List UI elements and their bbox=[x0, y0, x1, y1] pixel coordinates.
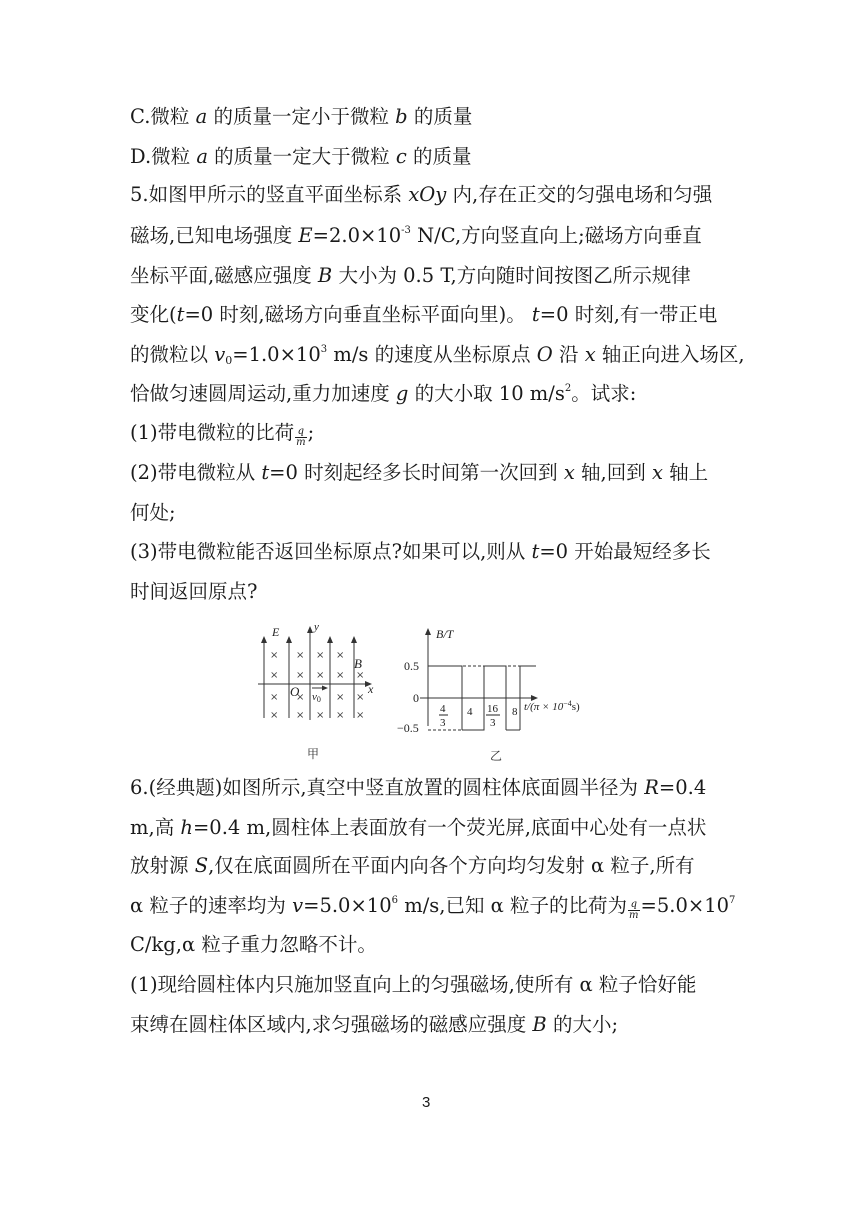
axis-label-b: B/T bbox=[436, 627, 454, 641]
svg-text:3: 3 bbox=[490, 717, 496, 729]
svg-text:3: 3 bbox=[440, 717, 446, 729]
svg-text:×: × bbox=[356, 710, 365, 721]
q6-line-4: α 粒子的速率均为 $v=5.0\times 10^6$ m/s,已知 α 粒子的比荷为 $\frac{q}{m}$ $=5.0\times 10^7$ bbox=[130, 894, 736, 921]
option-d: D.微粒 a 的质量一定大于微粒 c 的质量 bbox=[130, 145, 472, 168]
q6-part-1: (1)现给圆柱体内只施加竖直向上的匀强磁场,使所有 α 粒子恰好能 bbox=[130, 973, 697, 996]
magnetic-field-crosses bbox=[270, 650, 364, 721]
tick-neg-0-5: −0.5 bbox=[397, 721, 419, 735]
svg-text:×: × bbox=[316, 710, 325, 721]
svg-text:×: × bbox=[270, 670, 279, 681]
svg-text:8: 8 bbox=[512, 706, 518, 718]
caption-jia: 甲 bbox=[307, 747, 320, 761]
svg-text:×: × bbox=[336, 670, 345, 681]
svg-text:×: × bbox=[296, 650, 305, 661]
svg-text:×: × bbox=[336, 710, 345, 721]
svg-text:×: × bbox=[336, 650, 345, 661]
q5-part-3-cont: 时间返回原点? bbox=[130, 580, 258, 603]
q6-line-2: m,高 h=0.4 m,圆柱体上表面放有一个荧光屏,底面中心处有一点状 bbox=[130, 816, 707, 839]
q5-part-2: (2)带电微粒从 t=0 时刻起经多长时间第一次回到 x 轴,回到 x 轴上 bbox=[130, 461, 709, 484]
tick-0: 0 bbox=[413, 691, 419, 705]
svg-text:4: 4 bbox=[440, 703, 446, 715]
label-y: y bbox=[314, 621, 319, 633]
tick-0-5: 0.5 bbox=[404, 659, 419, 673]
svg-text:×: × bbox=[296, 670, 305, 681]
q5-line-5: 的微粒以 $v_0=1.0\times 10^3$ m/s 的速度从坐标原点 O 沿 x 轴正向进入场区, bbox=[130, 343, 745, 367]
charge-mass-fraction: $\frac{q}{m}$ bbox=[296, 426, 306, 448]
label-b: B bbox=[354, 656, 362, 671]
svg-text:×: × bbox=[336, 692, 345, 703]
svg-text:×: × bbox=[270, 650, 279, 661]
q5-line-2: 磁场,已知电场强度 $E=2.0\times 10^{-3}$ N/C,方向竖直向上;磁场方向垂直 bbox=[130, 224, 702, 247]
page-number: 3 bbox=[422, 1094, 431, 1111]
q5-line-1: 5.如图甲所示的竖直平面坐标系 xOy 内,存在正交的匀强电场和匀强 bbox=[130, 183, 713, 206]
svg-text:×: × bbox=[316, 670, 325, 681]
svg-text:×: × bbox=[296, 710, 305, 721]
svg-text:×: × bbox=[270, 710, 279, 721]
q6-part-1-cont: 束缚在圆柱体区域内,求匀强磁场的磁感应强度 B 的大小; bbox=[130, 1013, 619, 1036]
figure-svg bbox=[250, 618, 620, 768]
label-origin: O bbox=[290, 684, 300, 699]
caption-yi: 乙 bbox=[490, 749, 503, 763]
q6-line-5: C/kg,α 粒子重力忽略不计。 bbox=[130, 933, 377, 956]
q5-line-6: 恰做匀速圆周运动,重力加速度 g 的大小取 10 $m/s^2$。试求: bbox=[130, 382, 637, 405]
q5-part-2-cont: 何处; bbox=[130, 501, 176, 524]
label-x: x bbox=[368, 682, 374, 696]
svg-text:×: × bbox=[316, 650, 325, 661]
q6-line-1: 6.(经典题)如图所示,真空中竖直放置的圆柱体底面圆半径为 R=0.4 bbox=[130, 776, 707, 799]
option-c: C.微粒 a 的质量一定小于微粒 b 的质量 bbox=[130, 105, 473, 128]
q5-line-3: 坐标平面,磁感应强度 B 大小为 0.5 T,方向随时间按图乙所示规律 bbox=[130, 264, 691, 287]
axis-label-t: $t/(\pi \times 10^{-4}s)$ bbox=[524, 699, 580, 713]
q5-part-1: (1)带电微粒的比荷 $\frac{q}{m}$ ; bbox=[130, 421, 315, 448]
svg-text:×: × bbox=[270, 692, 279, 703]
q6-line-3: 放射源 S,仅在底面圆所在平面内向各个方向均匀发射 α 粒子,所有 bbox=[130, 854, 695, 877]
q5-part-3: (3)带电微粒能否返回坐标原点?如果可以,则从 t=0 开始最短经多长 bbox=[130, 540, 711, 563]
figure-q5 bbox=[250, 618, 620, 768]
svg-text:4: 4 bbox=[467, 706, 473, 718]
label-e: E bbox=[272, 625, 280, 639]
svg-text:16: 16 bbox=[487, 703, 498, 715]
svg-text:×: × bbox=[356, 670, 365, 681]
svg-text:×: × bbox=[296, 692, 305, 703]
label-v0: v0 bbox=[312, 691, 321, 704]
svg-text:×: × bbox=[356, 692, 365, 703]
figure-yi bbox=[420, 632, 536, 730]
q5-line-4: 变化(t=0 时刻,磁场方向垂直坐标平面向里)。 t=0 时刻,有一带正电 bbox=[130, 303, 718, 326]
specific-charge-fraction: $\frac{q}{m}$ bbox=[629, 899, 639, 921]
